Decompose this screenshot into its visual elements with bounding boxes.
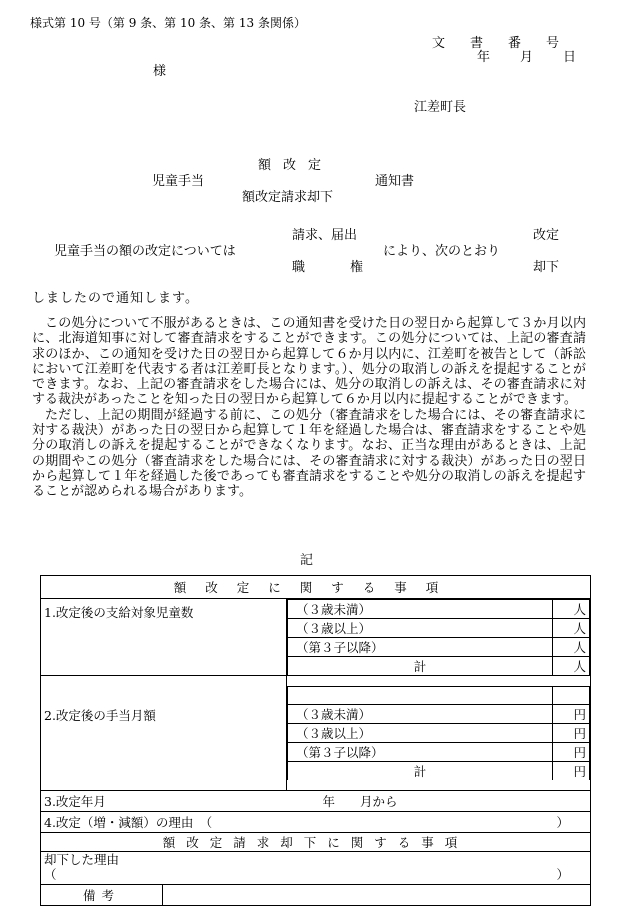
row-over3-label: （３歳以上） bbox=[288, 724, 553, 743]
intro-middle: により、次のとおり bbox=[383, 244, 501, 259]
title-option-revision: 額改定 bbox=[258, 158, 334, 173]
children-count-box bbox=[287, 599, 591, 676]
row-third-child-label: （第３子以降） bbox=[288, 743, 553, 762]
document-number-label: 文書番号 bbox=[432, 36, 585, 51]
table-row bbox=[288, 743, 590, 762]
intro-option-ex-officio-2: 権 bbox=[350, 260, 364, 275]
revision-month-label: 3.改定年月 bbox=[44, 794, 106, 809]
intro-lead: 児童手当の額の改定については bbox=[54, 244, 236, 259]
unit-yen: 円 bbox=[553, 762, 590, 781]
unit-person: 人 bbox=[553, 600, 590, 619]
date-label: 年月日 bbox=[477, 50, 607, 65]
remarks-label: 備考 bbox=[41, 885, 163, 906]
row-over3-label: （３歳以上） bbox=[288, 619, 553, 638]
revision-month-row bbox=[41, 791, 591, 812]
total-label: 計 bbox=[288, 762, 553, 781]
amount-box bbox=[287, 676, 591, 791]
section-revision-header: 額改定に関する事項 bbox=[41, 576, 591, 599]
table-row bbox=[288, 657, 590, 676]
appeal-notice bbox=[32, 316, 586, 500]
intro-option-revise: 改定 bbox=[533, 228, 560, 243]
intro-option-reject: 却下 bbox=[533, 260, 560, 275]
title-prefix: 児童手当 bbox=[152, 174, 205, 189]
row-under3-label: （３歳未満） bbox=[288, 705, 553, 724]
table-row bbox=[288, 762, 590, 781]
children-count-label: 1.改定後の支給対象児童数 bbox=[41, 599, 287, 676]
amount-label: 2.改定後の手当月額 bbox=[41, 676, 287, 791]
table-row bbox=[288, 687, 590, 705]
appeal-paragraph-1: この処分について不服があるときは、この通知書を受けた日の翌日から起算して３か月以内に、北海道知事に対して審査請求をすることができます。この処分については、上記の審査請求のほか、この通知を受けた日の翌日から起算して６か月以内に、江差町を被告として（訴訟において江差町を代表する者は江差町長となります。）、処分の取消しの訴えを提起することができます。なお、上記の審査請求をした場合には、処分の取消しの訴えは、その審査請求に対する裁決があったことを知った日の翌日から起算して６か月以内に提起することができます。 bbox=[32, 316, 586, 408]
intro-closing: しましたので通知します。 bbox=[32, 291, 199, 306]
table-row bbox=[288, 600, 590, 619]
recipient-suffix: 様 bbox=[153, 64, 167, 79]
row-under3-label: （３歳未満） bbox=[288, 600, 553, 619]
unit-person: 人 bbox=[553, 657, 590, 676]
unit-yen: 円 bbox=[553, 724, 590, 743]
unit-yen: 円 bbox=[553, 743, 590, 762]
unit-yen: 円 bbox=[553, 705, 590, 724]
row-third-child-label: （第３子以降） bbox=[288, 638, 553, 657]
reason-close-paren: ） bbox=[556, 815, 570, 830]
table-row bbox=[288, 619, 590, 638]
intro-option-request: 請求、届出 bbox=[292, 228, 358, 243]
reason-row bbox=[41, 812, 591, 833]
title-suffix: 通知書 bbox=[375, 174, 415, 189]
details-table bbox=[40, 575, 591, 906]
table-row bbox=[288, 724, 590, 743]
reject-reason-box bbox=[41, 852, 591, 885]
remarks-field bbox=[163, 885, 591, 906]
total-label: 計 bbox=[288, 657, 553, 676]
revision-month-value: 年 月から bbox=[322, 794, 398, 809]
form-number: 様式第 10 号（第 9 条、第 10 条、第 13 条関係） bbox=[30, 16, 306, 30]
reject-reason-label: 却下した理由 bbox=[44, 852, 120, 867]
unit-person: 人 bbox=[553, 638, 590, 657]
table-row bbox=[288, 705, 590, 724]
issuer: 江差町長 bbox=[414, 100, 467, 115]
intro-option-ex-officio-1: 職 bbox=[292, 260, 306, 275]
title-option-rejection: 額改定請求却下 bbox=[242, 190, 334, 205]
ki-label: 記 bbox=[300, 553, 314, 568]
unit-person: 人 bbox=[553, 619, 590, 638]
reason-label: 4.改定（増・減額）の理由 （ bbox=[44, 815, 213, 830]
reject-open-paren: （ bbox=[44, 867, 57, 882]
table-row bbox=[288, 638, 590, 657]
section-rejection-header: 額改定請求却下に関する事項 bbox=[41, 833, 591, 852]
reject-close-paren: ） bbox=[556, 867, 570, 882]
appeal-paragraph-2: ただし、上記の期間が経過する前に、この処分（審査請求をした場合には、その審査請求に対する裁決）があった日の翌日から起算して１年を経過した場合は、審査請求をすることや処分の取消しの訴えを提起することができなくなります。なお、正当な理由があるときは、上記の期間やこの処分（審査請求をした場合には、その審査請求に対する裁決）があった日の翌日から起算して１年を経過した後であっても審査請求をすることや処分の取消しの訴えを提起することが認められる場合があります。 bbox=[32, 407, 586, 500]
